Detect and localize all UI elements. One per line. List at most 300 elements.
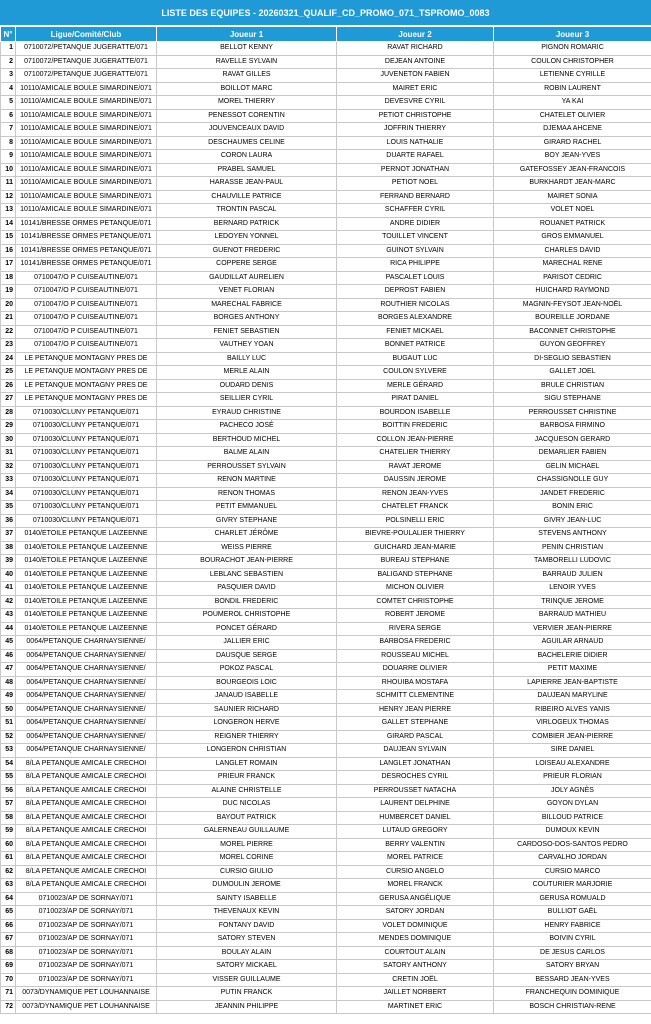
player-1: BORGES ANTHONY bbox=[157, 312, 337, 326]
player-1: PONCET GÉRARD bbox=[157, 622, 337, 636]
team-club: 0710023/AP DE SORNAY/071 bbox=[16, 933, 157, 947]
player-1: DUC NICOLAS bbox=[157, 798, 337, 812]
player-2: BORGES ALEXANDRE bbox=[337, 312, 494, 326]
table-row bbox=[1, 55, 651, 69]
team-number: 8 bbox=[1, 136, 16, 150]
player-3: FRANCHEQUIN DOMINIQUE bbox=[494, 987, 651, 1001]
player-2: BOITTIN FREDERIC bbox=[337, 420, 494, 434]
team-number: 39 bbox=[1, 555, 16, 569]
team-club: 10141/BRESSE ORMES PETANQUE/071 bbox=[16, 244, 157, 258]
player-1: VAUTHEY YOAN bbox=[157, 339, 337, 353]
team-number: 20 bbox=[1, 298, 16, 312]
player-3: MARECHAL RENE bbox=[494, 258, 651, 272]
table-row bbox=[1, 771, 651, 785]
player-3: STEVENS ANTHONY bbox=[494, 528, 651, 542]
table-row bbox=[1, 568, 651, 582]
player-2: PETIOT CHRISTOPHE bbox=[337, 109, 494, 123]
team-number: 54 bbox=[1, 757, 16, 771]
table-row bbox=[1, 784, 651, 798]
table-row bbox=[1, 271, 651, 285]
table-row bbox=[1, 582, 651, 596]
player-1: SEILLIER CYRIL bbox=[157, 393, 337, 407]
player-1: WEISS PIERRE bbox=[157, 541, 337, 555]
table-row bbox=[1, 150, 651, 164]
player-1: SATORY MICKAEL bbox=[157, 960, 337, 974]
table-row bbox=[1, 906, 651, 920]
player-3: PIGNON ROMARIC bbox=[494, 42, 651, 56]
player-2: MERLE GÉRARD bbox=[337, 379, 494, 393]
team-club: 0073/DYNAMIQUE PET LOUHANNAISE bbox=[16, 1000, 157, 1014]
player-3: GIVRY JEAN-LUC bbox=[494, 514, 651, 528]
team-club: 10110/AMICALE BOULE SIMARDINE/071 bbox=[16, 109, 157, 123]
header-player-3: Joueur 3 bbox=[494, 27, 651, 42]
table-row bbox=[1, 946, 651, 960]
team-number: 35 bbox=[1, 501, 16, 515]
team-number: 70 bbox=[1, 973, 16, 987]
team-number: 30 bbox=[1, 433, 16, 447]
team-club: 8/LA PETANQUE AMICALE CRECHOI bbox=[16, 798, 157, 812]
table-row bbox=[1, 636, 651, 650]
team-club: 8/LA PETANQUE AMICALE CRECHOI bbox=[16, 825, 157, 839]
team-club: 0710030/CLUNY PETANQUE/071 bbox=[16, 460, 157, 474]
player-3: YA KAI bbox=[494, 96, 651, 110]
player-2: CHATELET FRANCK bbox=[337, 501, 494, 515]
player-1: REIGNER THIERRY bbox=[157, 730, 337, 744]
player-1: COPPERE SERGE bbox=[157, 258, 337, 272]
player-2: LANGLET JONATHAN bbox=[337, 757, 494, 771]
team-club: LE PETANQUE MONTAGNY PRES DE bbox=[16, 352, 157, 366]
player-3: HUICHARD RAYMOND bbox=[494, 285, 651, 299]
player-2: PASCALET LOUIS bbox=[337, 271, 494, 285]
player-2: RAVAT JEROME bbox=[337, 460, 494, 474]
player-3: GELIN MICHAEL bbox=[494, 460, 651, 474]
team-number: 32 bbox=[1, 460, 16, 474]
player-3: SIRE DANIEL bbox=[494, 744, 651, 758]
table-row bbox=[1, 312, 651, 326]
team-club: 8/LA PETANQUE AMICALE CRECHOI bbox=[16, 838, 157, 852]
team-number: 72 bbox=[1, 1000, 16, 1014]
team-club: 0710072/PETANQUE JUGERATTE/071 bbox=[16, 55, 157, 69]
team-club: 0140/ETOILE PETANQUE LAIZEENNE bbox=[16, 609, 157, 623]
team-number: 22 bbox=[1, 325, 16, 339]
player-1: GIVRY STEPHANE bbox=[157, 514, 337, 528]
player-2: BARBOSA FREDERIC bbox=[337, 636, 494, 650]
player-3: DEMARLIER FABIEN bbox=[494, 447, 651, 461]
player-3: VOLET NOEL bbox=[494, 204, 651, 218]
team-club: 0710047/O P CUISEAUTINE/071 bbox=[16, 312, 157, 326]
table-row bbox=[1, 852, 651, 866]
player-1: LONGERON HERVE bbox=[157, 717, 337, 731]
player-3: HENRY FABRICE bbox=[494, 919, 651, 933]
team-club: 0140/ETOILE PETANQUE LAIZEENNE bbox=[16, 555, 157, 569]
player-1: FONTANY DAVID bbox=[157, 919, 337, 933]
player-3: GUYON GEOFFREY bbox=[494, 339, 651, 353]
team-club: 0710047/O P CUISEAUTINE/071 bbox=[16, 271, 157, 285]
player-3: BURKHARDT JEAN-MARC bbox=[494, 177, 651, 191]
team-number: 52 bbox=[1, 730, 16, 744]
table-row bbox=[1, 352, 651, 366]
player-2: JUVENETON FABIEN bbox=[337, 69, 494, 83]
player-3: COULON CHRISTOPHER bbox=[494, 55, 651, 69]
player-1: MOREL PIERRE bbox=[157, 838, 337, 852]
table-row bbox=[1, 865, 651, 879]
team-club: 0710023/AP DE SORNAY/071 bbox=[16, 946, 157, 960]
header-club: Ligue/Comité/Club bbox=[16, 27, 157, 42]
table-row bbox=[1, 1000, 651, 1014]
team-number: 26 bbox=[1, 379, 16, 393]
team-club: 0710030/CLUNY PETANQUE/071 bbox=[16, 474, 157, 488]
table-row bbox=[1, 123, 651, 137]
team-club: 10141/BRESSE ORMES PETANQUE/071 bbox=[16, 258, 157, 272]
player-2: CRETIN JOËL bbox=[337, 973, 494, 987]
player-3: BARRAUD JULIEN bbox=[494, 568, 651, 582]
player-2: GUICHARD JEAN-MARIE bbox=[337, 541, 494, 555]
player-2: PERROUSSET NATACHA bbox=[337, 784, 494, 798]
player-2: MAIRET ERIC bbox=[337, 82, 494, 96]
player-2: MICHON OLIVIER bbox=[337, 582, 494, 596]
team-number: 48 bbox=[1, 676, 16, 690]
table-row bbox=[1, 690, 651, 704]
player-1: JANAUD ISABELLE bbox=[157, 690, 337, 704]
player-3: PERROUSSET CHRISTINE bbox=[494, 406, 651, 420]
player-1: DAUSQUE SERGE bbox=[157, 649, 337, 663]
player-2: BOURDON ISABELLE bbox=[337, 406, 494, 420]
player-2: DEVESVRE CYRIL bbox=[337, 96, 494, 110]
player-3: DI-SEGLIO SEBASTIEN bbox=[494, 352, 651, 366]
player-1: GUENOT FREDERIC bbox=[157, 244, 337, 258]
player-2: SATORY JORDAN bbox=[337, 906, 494, 920]
player-2: DOUARRE OLIVIER bbox=[337, 663, 494, 677]
table-row bbox=[1, 811, 651, 825]
player-1: VISSER GUILLAUME bbox=[157, 973, 337, 987]
player-3: GATEFOSSEY JEAN-FRANCOIS bbox=[494, 163, 651, 177]
team-number: 11 bbox=[1, 177, 16, 191]
team-club: 0140/ETOILE PETANQUE LAIZEENNE bbox=[16, 541, 157, 555]
player-1: GALERNEAU GUILLAUME bbox=[157, 825, 337, 839]
player-1: BAYOUT PATRICK bbox=[157, 811, 337, 825]
team-club: 0064/PETANQUE CHARNAYSIENNE/ bbox=[16, 676, 157, 690]
team-number: 1 bbox=[1, 42, 16, 56]
player-1: RAVELLE SYLVAIN bbox=[157, 55, 337, 69]
team-number: 14 bbox=[1, 217, 16, 231]
team-number: 37 bbox=[1, 528, 16, 542]
team-club: 0140/ETOILE PETANQUE LAIZEENNE bbox=[16, 622, 157, 636]
player-1: LEBLANC SEBASTIEN bbox=[157, 568, 337, 582]
table-row bbox=[1, 474, 651, 488]
table-row bbox=[1, 244, 651, 258]
player-3: LAPIERRE JEAN-BAPTISTE bbox=[494, 676, 651, 690]
player-2: PIRAT DANIEL bbox=[337, 393, 494, 407]
player-1: MERLE ALAIN bbox=[157, 366, 337, 380]
player-1: TRONTIN PASCAL bbox=[157, 204, 337, 218]
player-1: LEDOYEN YONNEL bbox=[157, 231, 337, 245]
player-1: POUMEROL CHRISTOPHE bbox=[157, 609, 337, 623]
table-row bbox=[1, 447, 651, 461]
player-3: LETIENNE CYRILLE bbox=[494, 69, 651, 83]
player-3: CARDOSO-DOS-SANTOS PEDRO bbox=[494, 838, 651, 852]
table-row bbox=[1, 717, 651, 731]
player-1: PUTIN FRANCK bbox=[157, 987, 337, 1001]
player-2: DUARTE RAFAEL bbox=[337, 150, 494, 164]
table-row bbox=[1, 163, 651, 177]
team-club: 0140/ETOILE PETANQUE LAIZEENNE bbox=[16, 528, 157, 542]
table-row bbox=[1, 555, 651, 569]
teams-table-body bbox=[1, 42, 651, 1014]
team-number: 41 bbox=[1, 582, 16, 596]
team-club: 10110/AMICALE BOULE SIMARDINE/071 bbox=[16, 150, 157, 164]
team-club: 10110/AMICALE BOULE SIMARDINE/071 bbox=[16, 123, 157, 137]
player-1: JEANNIN PHILIPPE bbox=[157, 1000, 337, 1014]
player-1: JALLIER ERIC bbox=[157, 636, 337, 650]
team-club: 0064/PETANQUE CHARNAYSIENNE/ bbox=[16, 636, 157, 650]
team-number: 62 bbox=[1, 865, 16, 879]
team-number: 5 bbox=[1, 96, 16, 110]
team-club: 0710072/PETANQUE JUGERATTE/071 bbox=[16, 69, 157, 83]
team-club: 10110/AMICALE BOULE SIMARDINE/071 bbox=[16, 96, 157, 110]
team-club: 0064/PETANQUE CHARNAYSIENNE/ bbox=[16, 649, 157, 663]
player-3: BARBOSA FIRMINO bbox=[494, 420, 651, 434]
player-1: LONGERON CHRISTIAN bbox=[157, 744, 337, 758]
table-row bbox=[1, 82, 651, 96]
team-club: 0064/PETANQUE CHARNAYSIENNE/ bbox=[16, 663, 157, 677]
table-row bbox=[1, 514, 651, 528]
player-2: COLLON JEAN-PIERRE bbox=[337, 433, 494, 447]
table-row bbox=[1, 177, 651, 191]
team-club: 10110/AMICALE BOULE SIMARDINE/071 bbox=[16, 177, 157, 191]
table-row bbox=[1, 487, 651, 501]
team-number: 27 bbox=[1, 393, 16, 407]
table-row bbox=[1, 433, 651, 447]
player-3: JOLY AGNÈS bbox=[494, 784, 651, 798]
table-row bbox=[1, 730, 651, 744]
player-3: LENOIR YVES bbox=[494, 582, 651, 596]
player-1: BELLOT KENNY bbox=[157, 42, 337, 56]
player-2: COURTOUT ALAIN bbox=[337, 946, 494, 960]
player-2: LOUIS NATHALIE bbox=[337, 136, 494, 150]
table-row bbox=[1, 460, 651, 474]
player-2: FENIET MICKAEL bbox=[337, 325, 494, 339]
player-1: MOREL CORINE bbox=[157, 852, 337, 866]
teams-table bbox=[0, 26, 651, 1014]
table-row bbox=[1, 42, 651, 56]
team-number: 23 bbox=[1, 339, 16, 353]
player-2: COULON SYLVERE bbox=[337, 366, 494, 380]
player-3: SATORY BRYAN bbox=[494, 960, 651, 974]
table-row bbox=[1, 109, 651, 123]
player-2: ROUTHIER NICOLAS bbox=[337, 298, 494, 312]
player-3: BESSARD JEAN-YVES bbox=[494, 973, 651, 987]
team-club: 8/LA PETANQUE AMICALE CRECHOI bbox=[16, 771, 157, 785]
player-1: PRABEL SAMUEL bbox=[157, 163, 337, 177]
player-3: CARVALHO JORDAN bbox=[494, 852, 651, 866]
player-3: GOYON DYLAN bbox=[494, 798, 651, 812]
table-row bbox=[1, 217, 651, 231]
table-row bbox=[1, 528, 651, 542]
table-row bbox=[1, 325, 651, 339]
team-number: 58 bbox=[1, 811, 16, 825]
team-club: LE PETANQUE MONTAGNY PRES DE bbox=[16, 366, 157, 380]
team-number: 66 bbox=[1, 919, 16, 933]
player-2: BUGAUT LUC bbox=[337, 352, 494, 366]
player-1: DUMOULIN JEROME bbox=[157, 879, 337, 893]
player-2: BALIGAND STEPHANE bbox=[337, 568, 494, 582]
team-number: 6 bbox=[1, 109, 16, 123]
player-2: RAVAT RICHARD bbox=[337, 42, 494, 56]
team-number: 15 bbox=[1, 231, 16, 245]
team-number: 51 bbox=[1, 717, 16, 731]
player-3: BACHELERIE DIDIER bbox=[494, 649, 651, 663]
player-1: THEVENAUX KEVIN bbox=[157, 906, 337, 920]
player-3: BARRAUD MATHIEU bbox=[494, 609, 651, 623]
header-row bbox=[1, 27, 651, 42]
table-row bbox=[1, 703, 651, 717]
player-3: LOISEAU ALEXANDRE bbox=[494, 757, 651, 771]
player-3: BOUREILLE JORDANE bbox=[494, 312, 651, 326]
team-number: 49 bbox=[1, 690, 16, 704]
player-1: OUDARD DENIS bbox=[157, 379, 337, 393]
team-club: 0064/PETANQUE CHARNAYSIENNE/ bbox=[16, 744, 157, 758]
player-1: BERNARD PATRICK bbox=[157, 217, 337, 231]
player-3: AGUILAR ARNAUD bbox=[494, 636, 651, 650]
table-row bbox=[1, 744, 651, 758]
player-2: DAUJEAN SYLVAIN bbox=[337, 744, 494, 758]
team-club: 8/LA PETANQUE AMICALE CRECHOI bbox=[16, 865, 157, 879]
player-1: CORON LAURA bbox=[157, 150, 337, 164]
player-2: JOFFRIN THIERRY bbox=[337, 123, 494, 137]
player-3: VERVIER JEAN-PIERRE bbox=[494, 622, 651, 636]
team-club: 0710030/CLUNY PETANQUE/071 bbox=[16, 433, 157, 447]
team-number: 40 bbox=[1, 568, 16, 582]
player-2: CURSIO ANGELO bbox=[337, 865, 494, 879]
team-club: LE PETANQUE MONTAGNY PRES DE bbox=[16, 379, 157, 393]
team-number: 71 bbox=[1, 987, 16, 1001]
player-1: HARASSE JEAN-PAUL bbox=[157, 177, 337, 191]
player-2: DEJEAN ANTOINE bbox=[337, 55, 494, 69]
team-number: 47 bbox=[1, 663, 16, 677]
table-row bbox=[1, 973, 651, 987]
player-1: SAUNIER RICHARD bbox=[157, 703, 337, 717]
team-club: 0710030/CLUNY PETANQUE/071 bbox=[16, 487, 157, 501]
team-number: 67 bbox=[1, 933, 16, 947]
player-1: CHARLET JÉRÔME bbox=[157, 528, 337, 542]
table-row bbox=[1, 825, 651, 839]
player-3: BACONNET CHRISTOPHE bbox=[494, 325, 651, 339]
team-club: 0710023/AP DE SORNAY/071 bbox=[16, 960, 157, 974]
player-1: BOILLOT MARC bbox=[157, 82, 337, 96]
team-club: 0710030/CLUNY PETANQUE/071 bbox=[16, 420, 157, 434]
team-club: 0064/PETANQUE CHARNAYSIENNE/ bbox=[16, 690, 157, 704]
table-row bbox=[1, 96, 651, 110]
table-row bbox=[1, 420, 651, 434]
player-3: MAIRET SONIA bbox=[494, 190, 651, 204]
player-2: MENDES DOMINIQUE bbox=[337, 933, 494, 947]
player-2: SCHMITT CLEMENTINE bbox=[337, 690, 494, 704]
player-2: DEPROST FABIEN bbox=[337, 285, 494, 299]
team-number: 46 bbox=[1, 649, 16, 663]
player-3: TRINQUE JEROME bbox=[494, 595, 651, 609]
player-2: BERRY VALENTIN bbox=[337, 838, 494, 852]
table-row bbox=[1, 987, 651, 1001]
player-2: PETIOT NOEL bbox=[337, 177, 494, 191]
team-club: 0140/ETOILE PETANQUE LAIZEENNE bbox=[16, 568, 157, 582]
table-row bbox=[1, 892, 651, 906]
player-3: DAUJEAN MARYLINE bbox=[494, 690, 651, 704]
player-1: DESCHAUMES CELINE bbox=[157, 136, 337, 150]
player-3: JANDET FREDERIC bbox=[494, 487, 651, 501]
table-row bbox=[1, 69, 651, 83]
player-2: RIVERA SERGE bbox=[337, 622, 494, 636]
team-number: 10 bbox=[1, 163, 16, 177]
table-row bbox=[1, 406, 651, 420]
team-number: 7 bbox=[1, 123, 16, 137]
team-number: 69 bbox=[1, 960, 16, 974]
player-1: SAINTY ISABELLE bbox=[157, 892, 337, 906]
team-number: 13 bbox=[1, 204, 16, 218]
player-3: BONIN ERIC bbox=[494, 501, 651, 515]
table-row bbox=[1, 757, 651, 771]
player-3: JACQUESON GERARD bbox=[494, 433, 651, 447]
team-number: 64 bbox=[1, 892, 16, 906]
player-3: GERUSA ROMUALD bbox=[494, 892, 651, 906]
player-1: CHAUVILLE PATRICE bbox=[157, 190, 337, 204]
player-2: CHATELIER THIERRY bbox=[337, 447, 494, 461]
table-row bbox=[1, 933, 651, 947]
team-number: 2 bbox=[1, 55, 16, 69]
team-number: 59 bbox=[1, 825, 16, 839]
team-number: 56 bbox=[1, 784, 16, 798]
player-3: PRIEUR FLORIAN bbox=[494, 771, 651, 785]
player-1: BOURACHOT JEAN-PIERRE bbox=[157, 555, 337, 569]
table-row bbox=[1, 501, 651, 515]
team-number: 3 bbox=[1, 69, 16, 83]
team-club: 10110/AMICALE BOULE SIMARDINE/071 bbox=[16, 204, 157, 218]
table-row bbox=[1, 649, 651, 663]
team-number: 4 bbox=[1, 82, 16, 96]
team-number: 44 bbox=[1, 622, 16, 636]
team-number: 45 bbox=[1, 636, 16, 650]
team-club: 0073/DYNAMIQUE PET LOUHANNAISE bbox=[16, 987, 157, 1001]
table-row bbox=[1, 339, 651, 353]
table-row bbox=[1, 838, 651, 852]
team-club: 0140/ETOILE PETANQUE LAIZEENNE bbox=[16, 595, 157, 609]
team-club: 0710047/O P CUISEAUTINE/071 bbox=[16, 339, 157, 353]
player-1: BERTHOUD MICHEL bbox=[157, 433, 337, 447]
player-3: TAMBORELLI LUDOVIC bbox=[494, 555, 651, 569]
player-1: BOURGEOIS LOIC bbox=[157, 676, 337, 690]
table-row bbox=[1, 798, 651, 812]
table-row bbox=[1, 204, 651, 218]
player-3: SIGU STEPHANE bbox=[494, 393, 651, 407]
player-1: SATORY STEVEN bbox=[157, 933, 337, 947]
team-club: 8/LA PETANQUE AMICALE CRECHOI bbox=[16, 811, 157, 825]
player-1: PASQUIER DAVID bbox=[157, 582, 337, 596]
player-2: SATORY ANTHONY bbox=[337, 960, 494, 974]
player-1: VENET FLORIAN bbox=[157, 285, 337, 299]
team-number: 34 bbox=[1, 487, 16, 501]
player-3: PETIT MAXIME bbox=[494, 663, 651, 677]
team-number: 17 bbox=[1, 258, 16, 272]
player-1: LANGLET ROMAIN bbox=[157, 757, 337, 771]
header-number: N° bbox=[1, 27, 16, 42]
player-2: ANDRE DIDIER bbox=[337, 217, 494, 231]
table-row bbox=[1, 366, 651, 380]
team-number: 12 bbox=[1, 190, 16, 204]
player-3: BOY JEAN-YVES bbox=[494, 150, 651, 164]
team-club: 0710030/CLUNY PETANQUE/071 bbox=[16, 406, 157, 420]
player-1: PACHECO JOSÉ bbox=[157, 420, 337, 434]
team-club: 0710023/AP DE SORNAY/071 bbox=[16, 919, 157, 933]
player-3: DUMOUX KEVIN bbox=[494, 825, 651, 839]
